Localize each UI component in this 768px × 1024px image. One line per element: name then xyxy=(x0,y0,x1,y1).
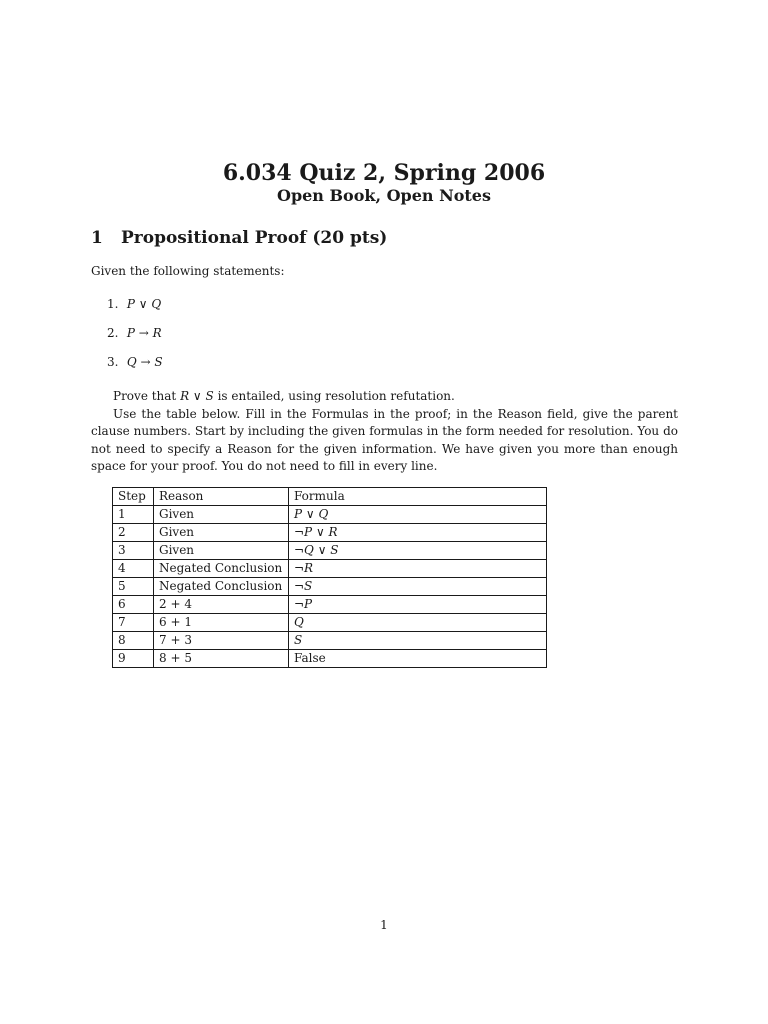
cell-reason: 6 + 1 xyxy=(154,614,289,632)
cell-step: 5 xyxy=(113,578,154,596)
cell-reason: 7 + 3 xyxy=(154,632,289,650)
statement-list xyxy=(107,297,163,384)
statement-formula: P → R xyxy=(126,326,162,340)
table-header-row xyxy=(113,488,547,506)
table-row xyxy=(113,506,547,524)
cell-step: 9 xyxy=(113,650,154,668)
table-row xyxy=(113,614,547,632)
intro-text: Given the following statements: xyxy=(91,264,285,278)
statement-number: 1. xyxy=(107,297,119,311)
list-item xyxy=(107,297,163,326)
cell-step: 1 xyxy=(113,506,154,524)
page-number: 1 xyxy=(380,918,388,932)
statement-number: 2. xyxy=(107,326,119,340)
cell-formula: ¬S xyxy=(289,578,547,596)
cell-formula: Q xyxy=(289,614,547,632)
prove-paragraph xyxy=(91,388,678,406)
cell-reason: Given xyxy=(154,524,289,542)
cell-step: 6 xyxy=(113,596,154,614)
table-row xyxy=(113,542,547,560)
table-row xyxy=(113,560,547,578)
statement-formula: P ∨ Q xyxy=(126,297,162,311)
prove-prefix: Prove that xyxy=(113,389,181,403)
table-row xyxy=(113,524,547,542)
cell-reason: Negated Conclusion xyxy=(154,560,289,578)
cell-step: 3 xyxy=(113,542,154,560)
cell-formula: P ∨ Q xyxy=(289,506,547,524)
cell-reason: Negated Conclusion xyxy=(154,578,289,596)
cell-formula: ¬Q ∨ S xyxy=(289,542,547,560)
cell-formula: False xyxy=(289,650,547,668)
table-row xyxy=(113,578,547,596)
instructions-paragraph: Use the table below. Fill in the Formulas in the proof; in the Reason field, give the parent clause numbers. Start by including the given formulas in the form needed for resolution. You do not need to specify a Reason for the given information. We have given you more than enough space for your proof. You do not need to fill in every line. xyxy=(91,406,678,474)
cell-step: 4 xyxy=(113,560,154,578)
header-formula: Formula xyxy=(289,488,547,506)
cell-reason: Given xyxy=(154,542,289,560)
section-heading xyxy=(91,228,387,248)
page-subtitle: Open Book, Open Notes xyxy=(277,186,491,205)
table-row xyxy=(113,632,547,650)
cell-formula: ¬P xyxy=(289,596,547,614)
cell-step: 2 xyxy=(113,524,154,542)
section-title: Propositional Proof (20 pts) xyxy=(121,228,388,248)
cell-reason: 8 + 5 xyxy=(154,650,289,668)
list-item xyxy=(107,326,163,355)
prove-suffix: is entailed, using resolution refutation. xyxy=(213,389,455,403)
body-text xyxy=(91,388,678,476)
cell-step: 8 xyxy=(113,632,154,650)
list-item xyxy=(107,355,163,384)
cell-reason: Given xyxy=(154,506,289,524)
proof-table xyxy=(112,487,547,668)
cell-formula: ¬P ∨ R xyxy=(289,524,547,542)
table-row xyxy=(113,650,547,668)
table-row xyxy=(113,596,547,614)
cell-step: 7 xyxy=(113,614,154,632)
section-number: 1 xyxy=(91,228,103,248)
prove-formula: R ∨ S xyxy=(180,389,214,403)
cell-reason: 2 + 4 xyxy=(154,596,289,614)
statement-number: 3. xyxy=(107,355,119,369)
header-reason: Reason xyxy=(154,488,289,506)
statement-formula: Q → S xyxy=(126,355,163,369)
page-title: 6.034 Quiz 2, Spring 2006 xyxy=(222,160,546,186)
cell-formula: ¬R xyxy=(289,560,547,578)
cell-formula: S xyxy=(289,632,547,650)
header-step: Step xyxy=(113,488,154,506)
